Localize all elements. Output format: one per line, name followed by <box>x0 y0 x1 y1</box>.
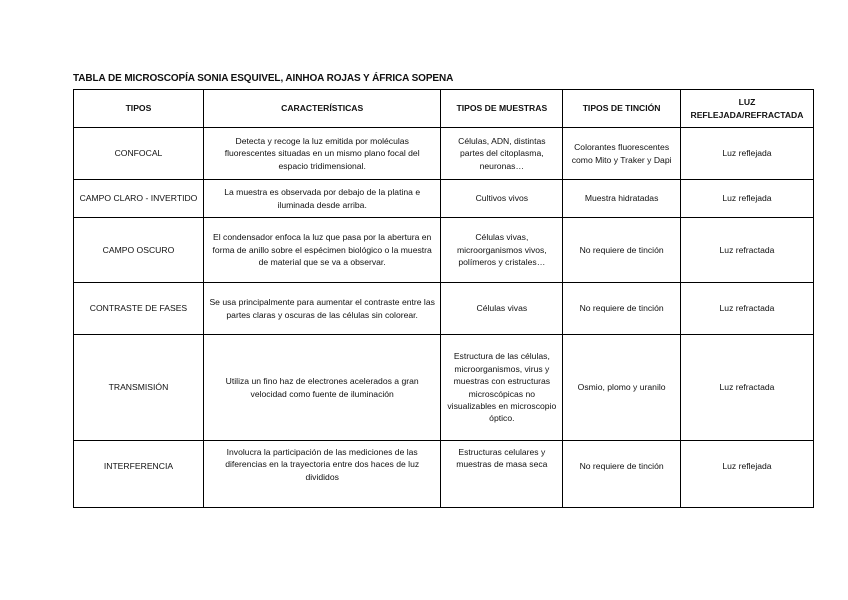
header-row <box>74 90 814 128</box>
cell-tincion-text: No requiere de tinción <box>579 461 664 471</box>
header-luz: LUZ REFLEJADA/REFRACTADA <box>680 90 813 128</box>
table-row <box>74 128 814 180</box>
cell-muestras: Células vivas, microorganismos vivos, polímeros y cristales… <box>441 218 563 283</box>
cell-muestras: Estructura de las células, microorganismos, virus y muestras con estructuras microscópicas no visualizables en microscopio óptico. <box>441 335 563 441</box>
header-tipos: TIPOS <box>74 90 204 128</box>
table-row <box>74 283 814 335</box>
header-tipos-tincion: TIPOS DE TINCIÓN <box>563 90 681 128</box>
cell-tipo: TRANSMISIÓN <box>74 335 204 441</box>
cell-muestras: Estructuras celulares y muestras de masa seca <box>441 441 563 508</box>
microscopy-table <box>73 89 814 508</box>
table-row <box>74 335 814 441</box>
cell-tincion <box>563 441 681 508</box>
cell-luz: Luz reflejada <box>680 128 813 180</box>
cell-caracteristicas: Involucra la participación de las mediciones de las diferencias en la trayectoria entre dos haces de luz divididos <box>203 441 441 508</box>
cell-luz: Luz refractada <box>680 283 813 335</box>
cell-luz <box>680 441 813 508</box>
cell-luz-text: Luz reflejada <box>722 461 772 471</box>
cell-tipo: CAMPO CLARO - INVERTIDO <box>74 180 204 218</box>
table-row <box>74 218 814 283</box>
cell-tipo <box>74 441 204 508</box>
cell-luz: Luz refractada <box>680 218 813 283</box>
cell-muestras: Células vivas <box>441 283 563 335</box>
cell-tipo: CAMPO OSCURO <box>74 218 204 283</box>
cell-caracteristicas: El condensador enfoca la luz que pasa por la abertura en forma de anillo sobre el espécimen biológico o la muestra de material que se va a observar. <box>203 218 441 283</box>
cell-luz: Luz refractada <box>680 335 813 441</box>
cell-muestras: Cultivos vivos <box>441 180 563 218</box>
cell-caracteristicas: Se usa principalmente para aumentar el contraste entre las partes claras y oscuras de las células sin colorear. <box>203 283 441 335</box>
cell-tipo-text: INTERFERENCIA <box>103 461 174 471</box>
header-tipos-muestras: TIPOS DE MUESTRAS <box>441 90 563 128</box>
cell-tincion: Muestra hidratadas <box>563 180 681 218</box>
document-title: TABLA DE MICROSCOPÍA SONIA ESQUIVEL, AINHOA ROJAS Y ÁFRICA SOPENA <box>73 73 454 84</box>
cell-tincion: No requiere de tinción <box>563 218 681 283</box>
cell-tipo: CONFOCAL <box>74 128 204 180</box>
cell-tincion: Osmio, plomo y uranilo <box>563 335 681 441</box>
cell-tincion: No requiere de tinción <box>563 283 681 335</box>
cell-tipo: CONTRASTE DE FASES <box>74 283 204 335</box>
cell-luz: Luz reflejada <box>680 180 813 218</box>
cell-tincion: Colorantes fluorescentes como Mito y Traker y Dapi <box>563 128 681 180</box>
table-row <box>74 180 814 218</box>
cell-caracteristicas: Utiliza un fino haz de electrones acelerados a gran velocidad como fuente de iluminación <box>203 335 441 441</box>
cell-caracteristicas: La muestra es observada por debajo de la platina e iluminada desde arriba. <box>203 180 441 218</box>
header-caracteristicas: CARACTERÍSTICAS <box>203 90 441 128</box>
cell-caracteristicas: Detecta y recoge la luz emitida por moléculas fluorescentes situadas en un mismo plano focal del espacio tridimensional. <box>203 128 441 180</box>
table-row <box>74 441 814 508</box>
cell-muestras: Células, ADN, distintas partes del citoplasma, neuronas… <box>441 128 563 180</box>
